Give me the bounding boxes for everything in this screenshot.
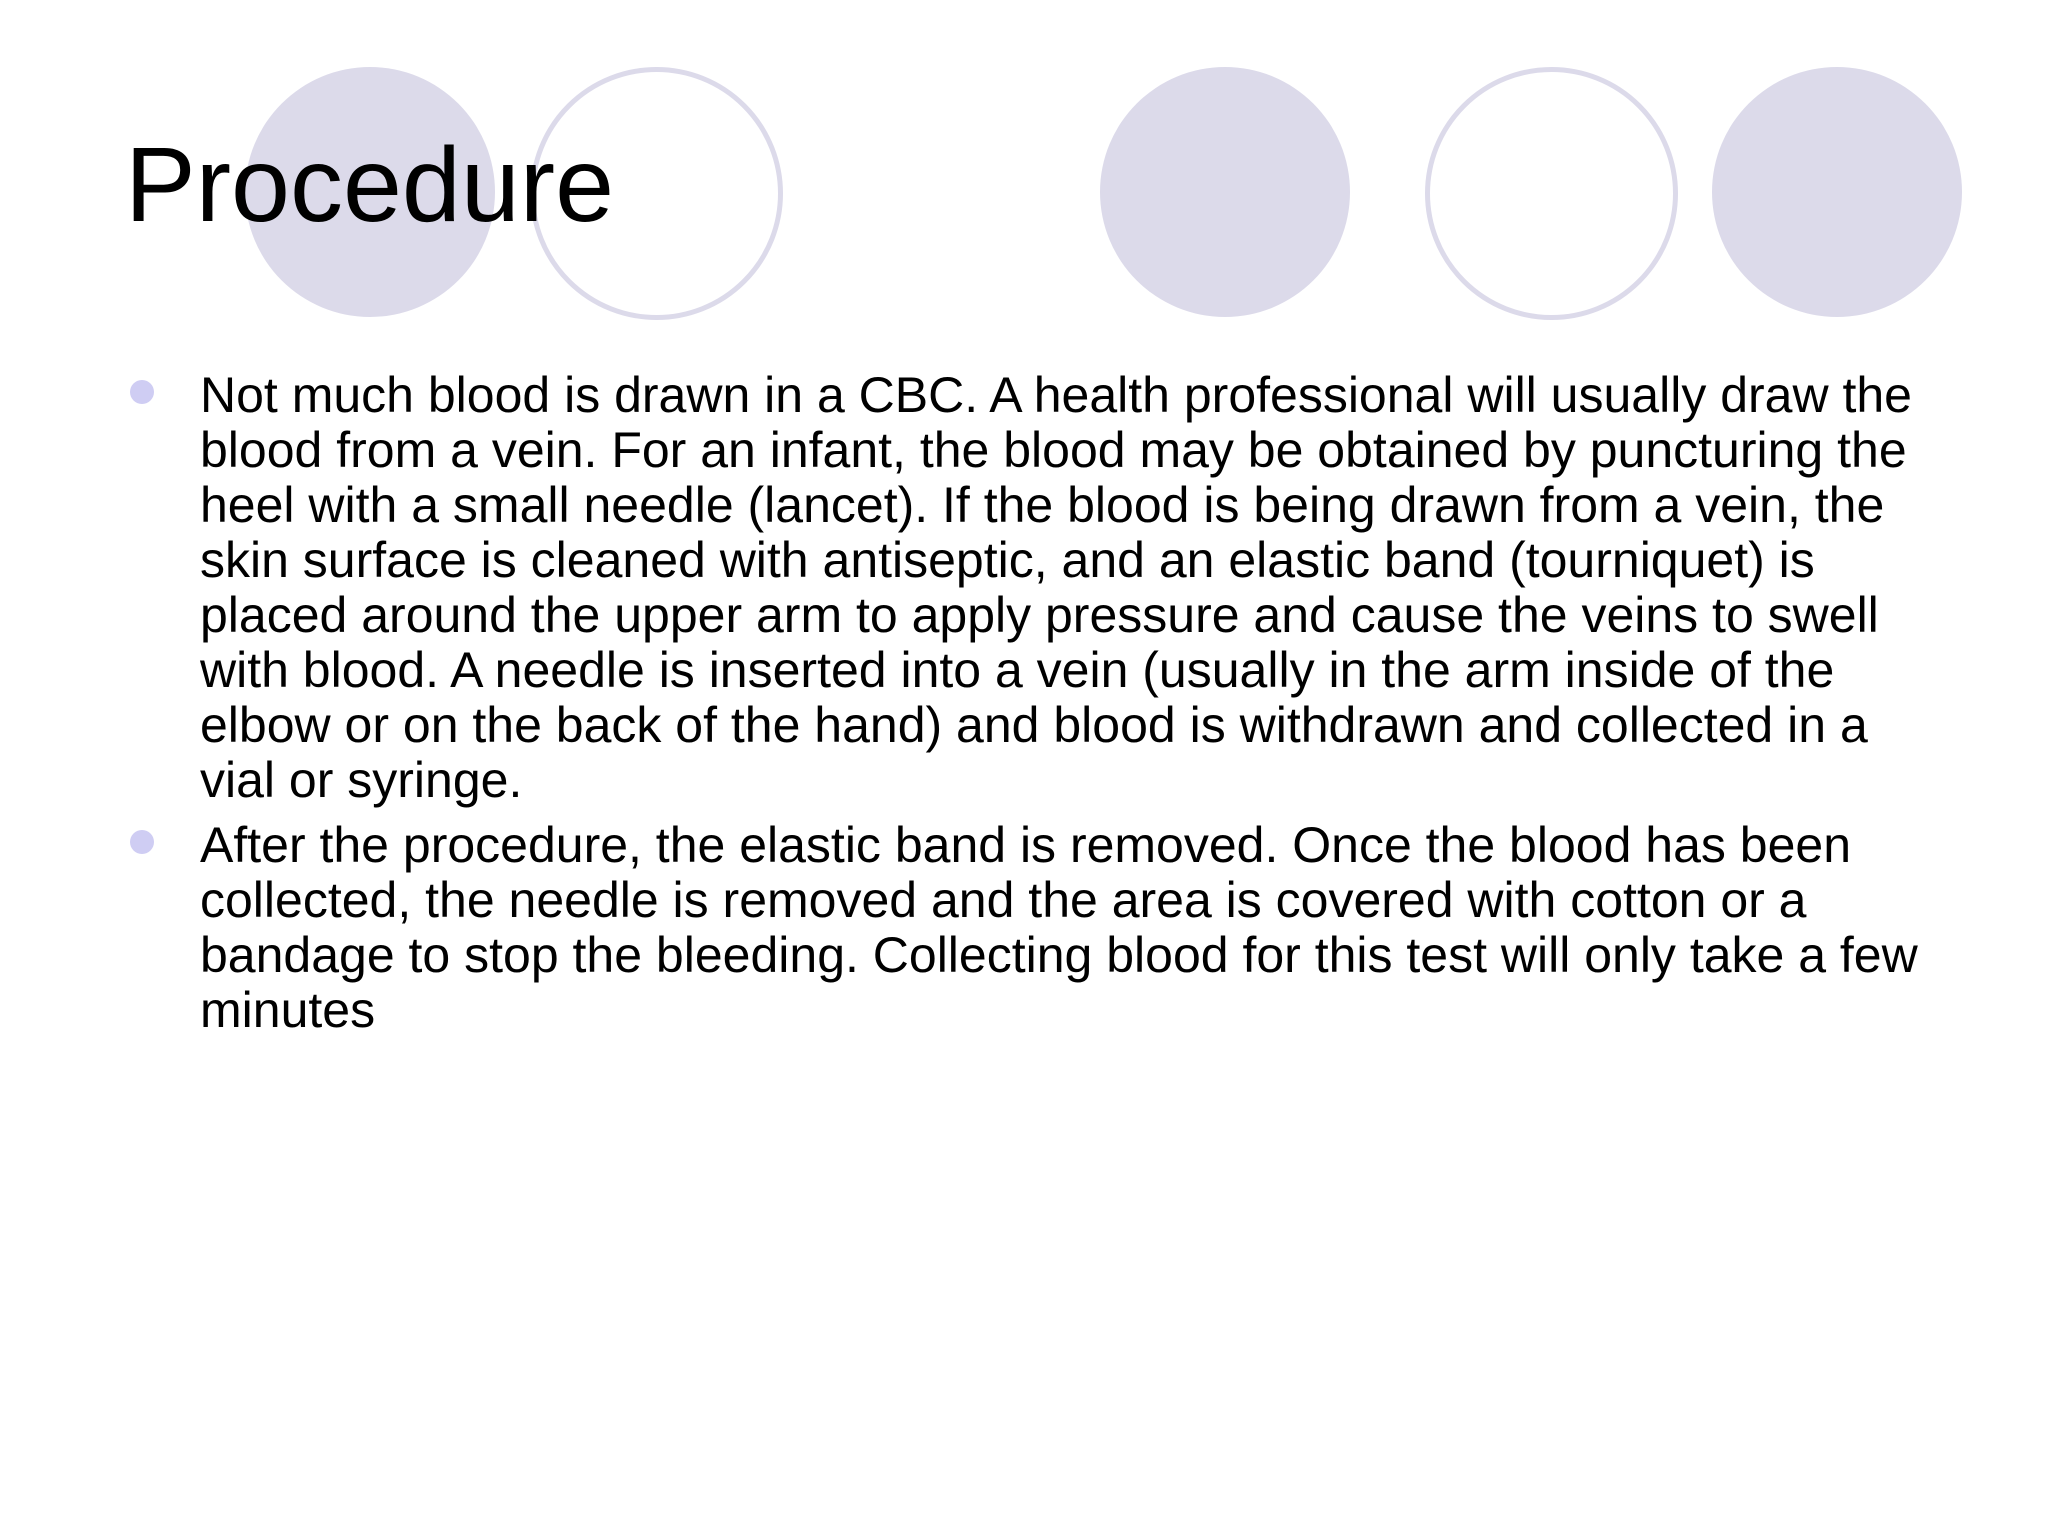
circle-bullet-icon: [130, 380, 154, 404]
bullet-list: [200, 368, 1940, 1048]
decorative-circle-filled-icon: [1712, 67, 1962, 317]
bullet-item: [200, 818, 1940, 1038]
slide-title: Procedure: [125, 126, 615, 244]
decorative-circle-outline-icon: [1425, 67, 1678, 320]
bullet-item: [200, 368, 1940, 808]
bullet-text: Not much blood is drawn in a CBC. A health professional will usually draw the blood from a vein. For an infant, the blood may be obtained by puncturing the heel with a small needle (lancet). If the blood is being drawn from a vein, the skin surface is cleaned with antiseptic, and an elastic band (tourniquet) is placed around the upper arm to apply pressure and cause the veins to swell with blood. A needle is inserted into a vein (usually in the arm inside of the elbow or on the back of the hand) and blood is withdrawn and collected in a vial or syringe.: [200, 367, 1912, 808]
circle-bullet-icon: [130, 830, 154, 854]
decorative-circle-filled-icon: [1100, 67, 1350, 317]
bullet-text: After the procedure, the elastic band is removed. Once the blood has been collected, the needle is removed and the area is covered with cotton or a bandage to stop the bleeding. Collecting blood for this test will only take a few minutes: [200, 817, 1918, 1038]
